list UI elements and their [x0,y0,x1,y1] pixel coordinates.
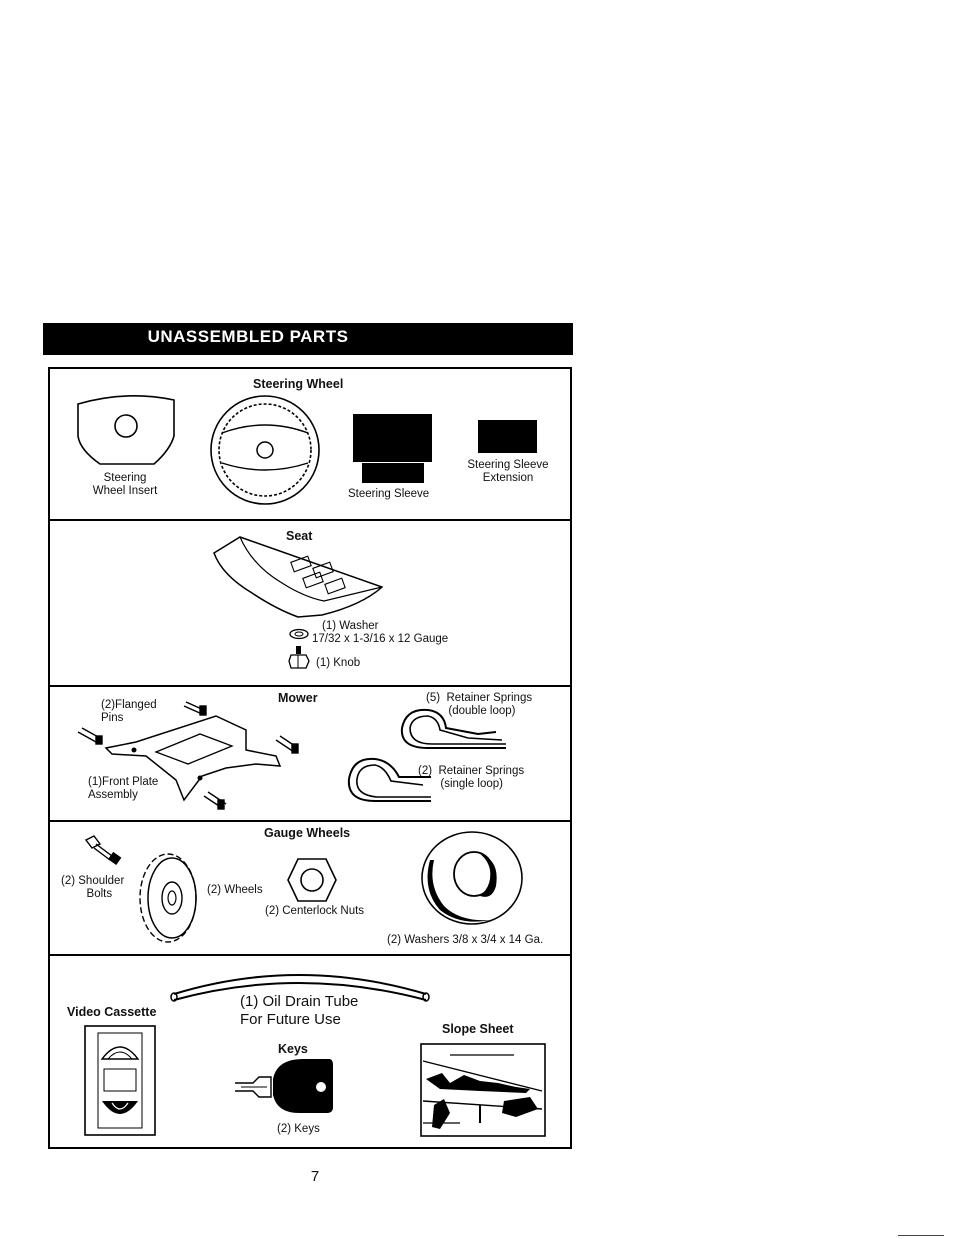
section-banner [43,323,573,355]
steering-sleeve-icon [353,414,432,462]
slope-sheet-label: Slope Sheet [442,1022,514,1036]
washers-label: (2) Washers 3/8 x 3/4 x 14 Ga. [387,934,544,946]
washer-size-label: 17/32 x 1-3/16 x 12 Gauge [312,633,449,645]
front-plate-assembly-icon [76,700,316,815]
oil-drain-tube-label: (1) Oil Drain Tube For Future Use [240,993,359,1028]
slope-sheet-icon [420,1043,546,1137]
retainer-single-label: (2) Retainer Springs (single loop) [418,765,525,790]
steering-sleeve-label: Steering Sleeve [348,488,430,500]
wheels-label: (2) Wheels [207,884,263,896]
gauge-wheel-icon [130,852,210,944]
steering-sleeve-extension-icon [478,420,537,453]
keys-heading: Keys [278,1042,308,1056]
section-title: UNASSEMBLED PARTS [147,327,349,346]
keys-icon [233,1057,335,1117]
washer-icon [289,628,311,640]
corner-mark [898,1235,944,1236]
front-plate-label: (1)Front Plate Assembly [88,776,159,801]
retainer-spring-single-icon [345,755,435,805]
steering-wheel-heading: Steering Wheel [253,377,344,391]
steering-wheel-insert-label: Steering Wheel Insert [92,472,158,497]
divider [50,820,570,822]
flanged-pins-label: (2)Flanged Pins [101,699,157,724]
video-cassette-label: Video Cassette [67,1005,157,1019]
washer-label: (1) Washer [322,620,379,632]
centerlock-nuts-label: (2) Centerlock Nuts [265,905,365,917]
seat-heading: Seat [286,529,313,543]
shoulder-bolts-label: (2) Shoulder Bolts [61,875,125,900]
divider [50,954,570,956]
mower-heading: Mower [278,691,318,705]
gauge-wheels-heading: Gauge Wheels [264,826,351,840]
divider [50,685,570,687]
divider [50,519,570,521]
retainer-double-label: (5) Retainer Springs (double loop) [426,692,533,717]
steering-wheel-insert-icon [70,394,180,469]
retainer-spring-double-icon [398,704,510,754]
seat-icon [212,535,387,620]
steering-sleeve-extension-label: Steering Sleeve Extension [467,459,549,484]
knob-icon [288,645,312,671]
knob-label: (1) Knob [316,657,361,669]
shoulder-bolt-icon [84,834,126,868]
centerlock-nut-icon [286,857,338,903]
steering-sleeve-base-icon [362,463,424,483]
video-cassette-icon [84,1025,156,1136]
page-number: 7 [310,1168,320,1185]
steering-wheel-icon [208,395,323,505]
washer-large-icon [420,830,526,926]
keys-label: (2) Keys [277,1123,320,1135]
